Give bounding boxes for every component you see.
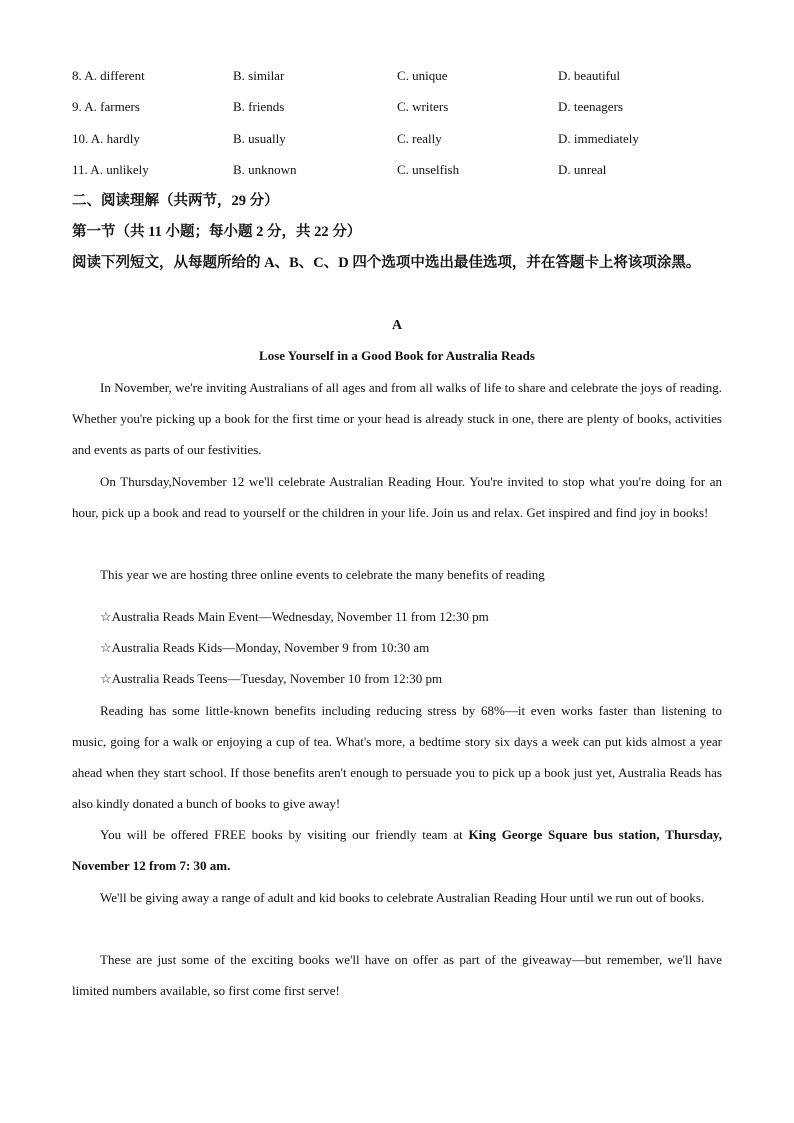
paragraph-1-text: In November, we're inviting Australians of all ages and from all walks of life to share and celebrate the joys of reading. Whether you're picking up a book for the first time or your head is already stuck in one, there are plenty of books, activities and events as parts of our festivities.: [72, 380, 722, 457]
event-item: ☆Australia Reads Teens—Tuesday, November 10 from 12:30 pm: [100, 671, 443, 686]
date-time-text: Thursday, November 12 from 7: 30 am.: [72, 827, 723, 873]
question-10-options: [72, 129, 732, 149]
option-c: C. really: [397, 131, 442, 146]
option-a: 9. A. farmers: [72, 99, 140, 114]
paragraph-4: [72, 695, 722, 819]
instructions: 阅读下列短文，从每题所给的 A、B、C、D 四个选项中选出最佳选项，并在答题卡上将该项涂黑。: [72, 255, 701, 271]
option-c: C. unselfish: [397, 162, 460, 177]
option-b: B. unknown: [233, 162, 297, 177]
paragraph-5-text: You will be offered FREE books by visiting our friendly team at: [100, 827, 469, 842]
paragraph-2-text: On Thursday,November 12 we'll celebrate Australian Reading Hour. You're invited to stop what you're doing for an hour, pick up a book and read to yourself or the children in your life. Join us and relax. Get inspired and find joy in books!: [72, 474, 722, 520]
option-b: B. similar: [233, 68, 285, 83]
paragraph-1: [72, 372, 722, 465]
event-item: ☆Australia Reads Kids—Monday, November 9 from 10:30 am: [100, 640, 430, 655]
option-a: 10. A. hardly: [72, 131, 140, 146]
paragraph-5: [72, 819, 722, 881]
paragraph-3: This year we are hosting three online events to celebrate the many benefits of reading: [100, 567, 545, 582]
paragraph-6-text: We'll be giving away a range of adult and kid books to celebrate Australian Reading Hour until we run out of books.: [100, 890, 705, 905]
event-item: ☆Australia Reads Main Event—Wednesday, November 11 from 12:30 pm: [100, 609, 489, 624]
question-9-options: [72, 97, 732, 117]
option-b: B. friends: [233, 99, 285, 114]
location-text: King George Square bus station,: [468, 827, 660, 842]
question-8-options: [72, 66, 732, 86]
passage-title: Lose Yourself in a Good Book for Australia Reads: [259, 348, 535, 363]
option-d: D. teenagers: [558, 99, 623, 114]
paragraph-7: [72, 944, 722, 1006]
paragraph-2: [72, 466, 722, 528]
question-11-options: [72, 160, 732, 180]
paragraph-6: [72, 882, 722, 913]
section-heading: 二、阅读理解（共两节，29 分）: [72, 193, 279, 209]
option-b: B. usually: [233, 131, 286, 146]
option-c: C. writers: [397, 99, 449, 114]
option-c: C. unique: [397, 68, 448, 83]
option-d: D. beautiful: [558, 68, 621, 83]
paragraph-7-text: These are just some of the exciting books we'll have on offer as part of the giveaway—but remember, we'll have limited numbers available, so first come first serve!: [72, 952, 722, 998]
paragraph-4-text: Reading has some little-known benefits including reducing stress by 68%—it even works faster than listening to music, going for a walk or enjoying a cup of tea. What's more, a bedtime story six days a week can put kids almost a year ahead when they start school. If those benefits aren't enough to persuade you to pick up a book just yet, Australia Reads has also kindly donated a bunch of books to give away!: [72, 703, 722, 811]
part-heading: 第一节（共 11 小题；每小题 2 分，共 22 分）: [72, 224, 362, 240]
passage-letter: A: [391, 318, 403, 333]
option-a: 11. A. unlikely: [72, 162, 149, 177]
option-a: 8. A. different: [72, 68, 145, 83]
option-d: D. unreal: [558, 162, 607, 177]
option-d: D. immediately: [558, 131, 639, 146]
